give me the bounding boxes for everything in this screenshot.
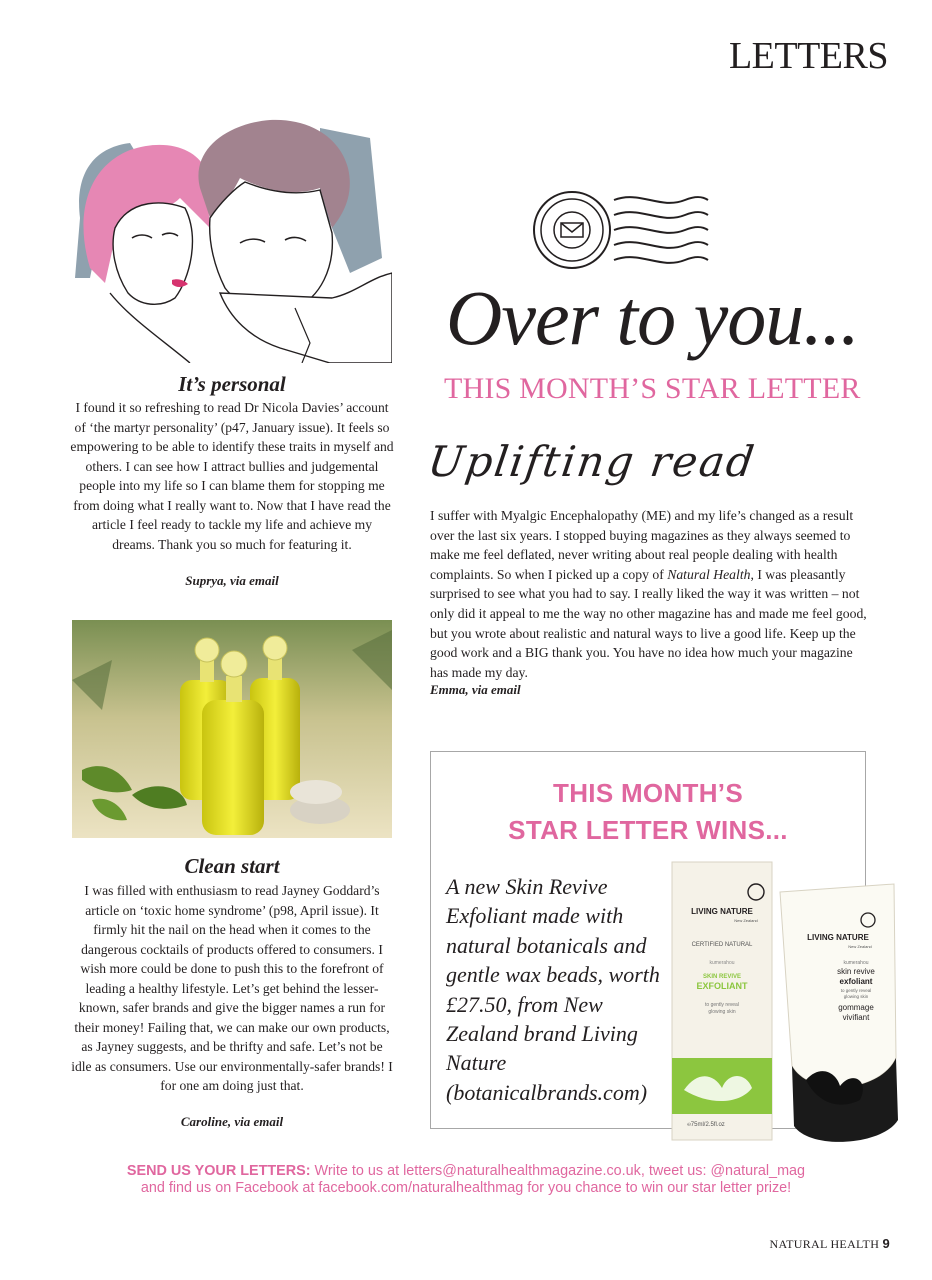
svg-text:EXFOLIANT: EXFOLIANT <box>696 981 748 991</box>
svg-text:to gently reveal: to gently reveal <box>840 988 872 993</box>
svg-text:New Zealand: New Zealand <box>734 918 758 923</box>
svg-text:LIVING NATURE: LIVING NATURE <box>807 933 869 942</box>
svg-text:to gently reveal: to gently reveal <box>705 1002 739 1008</box>
svg-text:kumerahou: kumerahou <box>843 960 869 966</box>
prize-heading <box>430 775 866 849</box>
svg-text:℮75ml/2.5fl.oz: ℮75ml/2.5fl.oz <box>687 1122 725 1128</box>
product-image-svg <box>670 858 900 1148</box>
svg-text:vivifiant: vivifiant <box>842 1013 870 1022</box>
star-letter-body <box>430 506 870 682</box>
postmark-svg <box>530 182 710 282</box>
letter-1-title: It’s personal <box>178 372 286 396</box>
oil-bottles-photo <box>72 620 392 838</box>
svg-text:New Zealand: New Zealand <box>848 944 872 949</box>
postmark-icon <box>530 182 710 282</box>
page-headline: Over to you... <box>446 274 859 361</box>
page-number: 9 <box>882 1236 890 1251</box>
prize-heading-line-1: THIS MONTH’S <box>553 778 743 808</box>
svg-text:gommage: gommage <box>838 1003 874 1012</box>
svg-text:SKIN REVIVE: SKIN REVIVE <box>702 974 742 980</box>
product-image <box>670 858 900 1148</box>
send-letters-line-2: and find us on Facebook at facebook.com/naturalhealthmag for you chance to win our star letter prize! <box>140 1180 792 1196</box>
send-letters-text-1: Write to us at letters@naturalhealthmagazine.co.uk, tweet us: @natural_mag <box>310 1163 806 1179</box>
magazine-name: NATURAL HEALTH <box>769 1237 880 1251</box>
letter-2-signature: Caroline, via email <box>180 1114 284 1129</box>
couple-illustration <box>70 108 392 363</box>
send-letters-line-1 <box>40 1163 892 1180</box>
star-letter-body-part-1: I suffer with Myalgic Encephalopathy (ME) and my life’s changed as a result over the last six years. I stopped buying magazines as they always seemed to make me feel deflated, never writing about real people dealing with health complaints. So when I picked up a copy of <box>430 508 854 582</box>
star-letter-label: THIS MONTH’S STAR LETTER <box>444 372 861 405</box>
section-title: LETTERS <box>728 35 888 77</box>
letter-2-body: I was filled with enthusiasm to read Jayney Goddard’s article on ‘toxic home syndrome’ (p98, April issue). It firmly hit the nail on the head when it comes to the dangerous cocktails of products offered to consumers. I wish more could be done to push this to the forefront of leading a healthy lifestyle. Let’s get behind the lesser-known, safer brands and give the bigger names a run for their money! Failing that, we can make our own products, as Jayney suggests, and be thrifty and safe. Let’s not be idle as consumers. Use our environmentally-safer brands! I for one am doing just that. <box>71 883 393 1093</box>
svg-text:LIVING NATURE: LIVING NATURE <box>691 907 753 916</box>
star-letter-title-text: Uplifting read <box>430 437 759 486</box>
star-letter-title <box>430 436 830 496</box>
svg-text:exfoliant: exfoliant <box>839 977 873 986</box>
letter-2-title: Clean start <box>184 854 280 878</box>
page-footer <box>770 1236 890 1252</box>
star-letter-body-italic: Natural Health <box>667 566 751 582</box>
svg-text:CERTIFIED NATURAL: CERTIFIED NATURAL <box>691 942 753 948</box>
oil-bottles-photo-svg <box>72 620 392 838</box>
star-letter-title-svg <box>430 436 830 496</box>
svg-text:glowing skin: glowing skin <box>843 994 869 999</box>
send-letters-note <box>40 1163 892 1197</box>
send-letters-label: SEND US YOUR LETTERS: <box>126 1163 311 1179</box>
letter-1-body: I found it so refreshing to read Dr Nicola Davies’ account of ‘the martyr personality’ (p47, January issue). It feels so empowering to be able to identify these traits in myself and others. I can see how I attract bullies and judgemental people into my life so I can blame them for stopping me from doing what I really want to. Now that I have read the article I feel ready to tackle my life and achieve my dreams. Thank you so much for featuring it. <box>70 400 394 552</box>
svg-text:skin revive: skin revive <box>837 967 875 976</box>
prize-description: A new Skin Revive Exfoliant made with natural botanicals and gentle wax beads, worth £27.50, from New Zealand brand Living Nature (botanicalbrands.com) <box>446 874 660 1105</box>
svg-text:kumerahou: kumerahou <box>709 960 735 966</box>
star-letter-signature: Emma, via email <box>430 682 521 697</box>
star-letter-body-part-2: , I was pleasantly surprised to see what you had to say. I really liked the way it was written – not only did it appeal to me the way no other magazine has and made me feel good, but you wrote about realistic and natural ways to live a good life. Keep up the good work and a BIG thank you. You have no idea how much your magazine has made my day. <box>430 566 867 680</box>
svg-text:glowing skin: glowing skin <box>708 1009 736 1015</box>
prize-heading-line-2: STAR LETTER WINS... <box>508 815 788 845</box>
couple-illustration-svg <box>70 108 392 363</box>
letter-1-signature: Suprya, via email <box>185 573 279 588</box>
